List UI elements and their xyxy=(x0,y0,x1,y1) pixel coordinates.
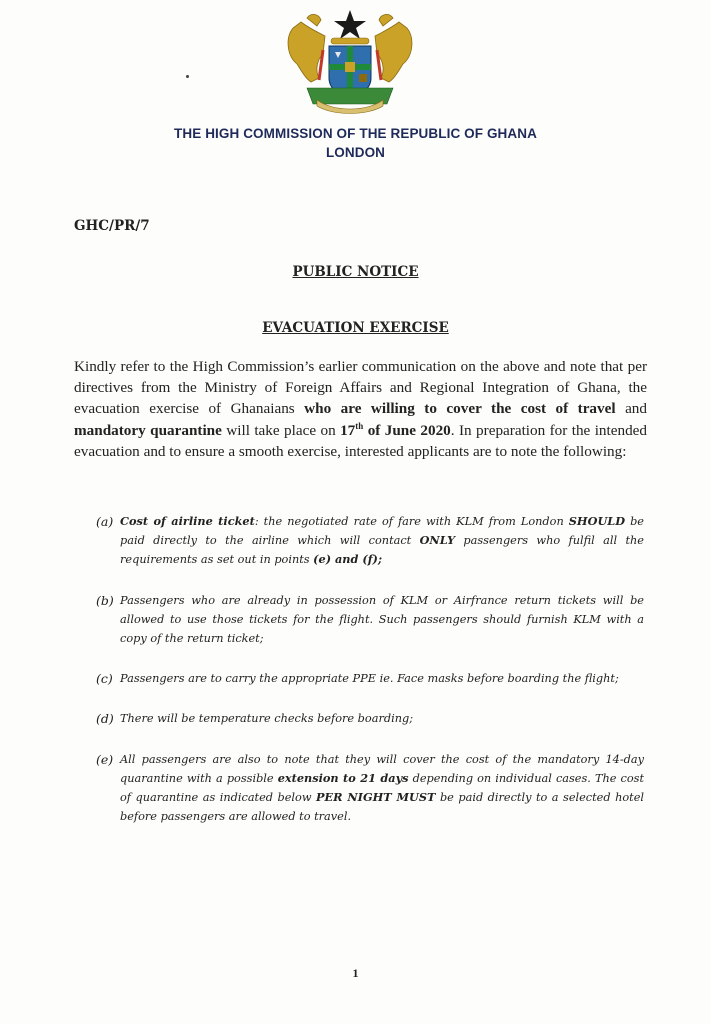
intro-bold-2: mandatory quarantine xyxy=(74,421,222,439)
item-b-text: Passengers who are already in possession of KLM or Airfrance return tickets will be allowed to use those tickets for the flight. Such passengers should furnish KLM with a copy of the return ticket; xyxy=(120,593,644,646)
letterhead-line2: LONDON xyxy=(325,145,386,160)
requirements-list xyxy=(96,512,644,847)
letterhead-line1: THE HIGH COMMISSION OF THE REPUBLIC OF GHANA xyxy=(174,126,537,141)
item-d-text: There will be temperature checks before boarding; xyxy=(120,712,414,726)
intro-text-3: will take place on xyxy=(221,421,341,439)
item-c-text: Passengers are to carry the appropriate PPE ie. Face masks before boarding the flight; xyxy=(120,672,619,686)
list-item-label: (d) xyxy=(96,711,114,727)
intro-paragraph xyxy=(74,356,647,462)
item-a-bold-2: SHOULD xyxy=(568,514,626,528)
notice-subject: EVACUATION EXERCISE xyxy=(262,320,449,336)
list-item xyxy=(96,669,644,688)
item-a-bold-4: (e) and (f); xyxy=(313,552,383,567)
item-e-bold-1: extension to 21 days xyxy=(277,770,409,785)
list-item-label: (a) xyxy=(96,514,114,529)
list-item xyxy=(96,709,644,728)
item-a-bold-3: ONLY xyxy=(419,533,456,548)
item-a-text-3: passengers who fulfil all the requirements as set out in points xyxy=(120,534,644,567)
item-a-bold-1: Cost of airline ticket xyxy=(120,514,255,528)
intro-text-4: . In preparation for the intended evacuation and to ensure a smooth exercise, interested applicants are to note the following: xyxy=(74,421,647,460)
intro-date-suffix: th xyxy=(355,420,364,431)
intro-date-day: 17 xyxy=(340,421,356,439)
notice-title: PUBLIC NOTICE xyxy=(292,264,419,280)
item-e-text-3: be paid directly to a selected hotel before passengers are allowed to travel. xyxy=(120,791,644,824)
list-item-label: (b) xyxy=(96,592,114,608)
list-item xyxy=(96,750,644,827)
reference-number: GHC/PR/7 xyxy=(74,218,150,234)
list-item-label: (c) xyxy=(96,671,113,687)
item-e-text-2: depending on individual cases. The cost of quarantine as indicated below xyxy=(120,771,644,805)
item-e-bold-2: PER NIGHT MUST xyxy=(316,790,436,805)
list-item xyxy=(96,591,644,649)
intro-text-1: Kindly refer to the High Commission’s earlier communication on the above and note that per directives from the Ministry of Foreign Affairs and Regional Integration of Ghana, the evacuation exercise of Ghanaians xyxy=(74,358,647,418)
letterhead xyxy=(0,124,711,162)
intro-date xyxy=(340,422,451,439)
list-item xyxy=(96,512,644,570)
ghana-coat-of-arms xyxy=(283,8,417,114)
item-e-text-1: All passengers are also to note that they will cover the cost of the mandatory 14-day quarantine with a possible xyxy=(120,752,644,785)
intro-text-2: and xyxy=(615,400,647,418)
item-a-text-2: be paid directly to the airline which will contact xyxy=(120,515,644,548)
page-number: 1 xyxy=(352,966,359,980)
scan-speck xyxy=(186,75,189,78)
list-item-label: (e) xyxy=(96,751,114,767)
intro-bold-1: who are willing to cover the cost of travel xyxy=(304,400,616,418)
item-a-text-1: : the negotiated rate of fare with KLM from London xyxy=(254,515,569,528)
intro-date-rest: of June 2020 xyxy=(363,421,451,439)
